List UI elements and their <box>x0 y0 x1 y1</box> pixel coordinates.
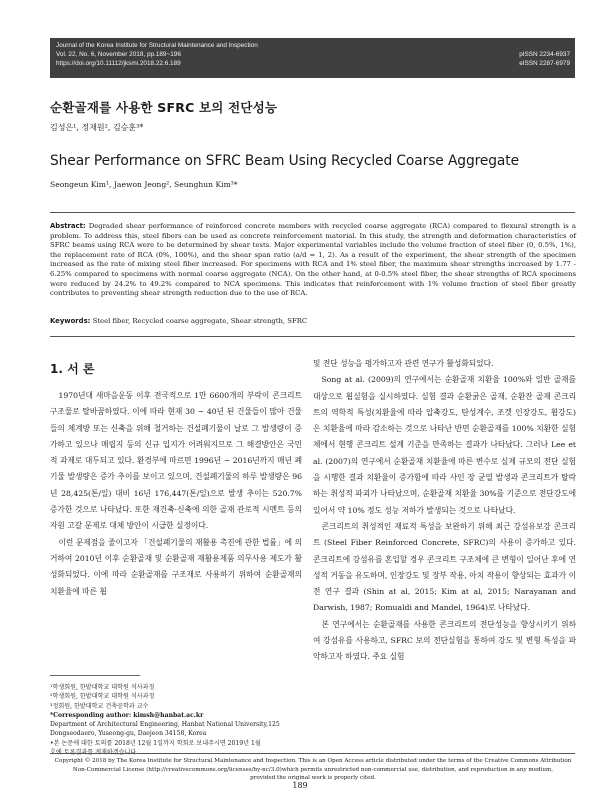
journal-doi[interactable]: https://doi.org/10.11112/jksmi.2018.22.6.189 <box>56 60 181 68</box>
copyright-line: provided the original work is properly cited. <box>250 775 376 781</box>
body-column-left <box>50 388 302 600</box>
issn-info <box>519 50 570 68</box>
footnotes <box>50 683 302 757</box>
footnote: Dongseodaero, Yuseong-gu, Daejeon 34158, Korea <box>50 730 207 738</box>
authors-korean: 김성은¹, 정재원², 김승훈³* <box>50 123 144 132</box>
footnote: ³정회원, 한밭대학교 건축공학과 교수 <box>50 702 149 710</box>
body-paragraph: 이런 문제점을 줄이고자 「건설폐기물의 재활용 촉진에 관한 법률」에 의거하여 2010년 이후 순환골재 및 순환골재 재활용제품 의무사용 제도가 활성화되었다. 이에 따라 순환골재를 구조재로 사용하기 위하여 순환골재의 치환율에 따른 휨 <box>50 537 302 596</box>
abstract-top-rule <box>50 212 575 213</box>
body-paragraph: 및 전단 성능을 평가하고자 관련 연구가 활성화되었다. <box>313 359 494 368</box>
pissn: pISSN 2234-6937 <box>519 51 570 58</box>
footnote: •본 논문에 대한 토의를 2018년 12월 1일까지 학회로 보내주시면 2019년 1월 <box>50 739 261 747</box>
footnote: ²학생회원, 한밭대학교 대학원 석사과정 <box>50 693 155 701</box>
journal-volume: Vol. 22, No. 6, November 2018, pp.189~196 <box>56 51 181 59</box>
journal-name: Journal of the Korea Institute for Structural Maintenance and Inspection <box>56 42 258 49</box>
abstract-bottom-rule <box>50 336 575 337</box>
keywords-text: Steel fiber, Recycled coarse aggregate, Shear strength, SFRC <box>90 317 308 325</box>
copyright-line: Non-Commercial License (http://creativecommons.org/licenses/by-nc/3.0)which permits unrestricted non-commercial use, distribution, and reproduction in any medium, <box>72 766 554 773</box>
body-paragraph: 콘크리트의 취성적인 재료적 특성을 보완하기 위해 최근 강섬유보강 콘크리트 (Steel Fiber Reinforced Concrete, SFRC)의 사용이 증가하고 있다. 콘크리트에 강섬유를 혼입할 경우 콘크리트 구조체에 큰 변형이 일어난 후에 연성적 거동을 유도하며, 인장강도 및 장부 작용, 아치 작용이 향상되는 효과가 이전 연구 결과 (Shin at al, 2015; Kim at al, 2015; Narayanan and Darwish, 1987; Romualdi and Mandel, 1964)로 나타났다. <box>313 521 576 613</box>
footnote: Department of Architectural Engineering, Hanbat National University,125 <box>50 721 280 729</box>
body-paragraph: 1970년대 새마을운동 이후 전국적으로 1만 6600개의 부락이 콘크리트 구조물로 탈바꿈하였다. 이에 따라 현재 30 ~ 40년 된 건물들이 많아 건물들의 체계방 또는 신축을 위해 철거하는 건설폐기물이 날로 그 발생량이 증가하고 있으나 매립지 등의 신규 입지가 어려워지므로 그 해결방안은 국민적 과제로 대두되고 있다. 환경부에 따르면 1996년 ~ 2016년까지 매년 폐기물 발생량은 증가 추이를 보이고 있으며, 건설폐기물의 하루 발생량은 96년 28,425(톤/일) 대비 16년 176,447(톤/일)으로 발생 추이는 520.7% 증가한 것으로 나타났다. 또한 재건축·신축에 의한 골재 관로적 시멘트 등의 자원 고갈 문제로 대체 방안이 시급한 실정이다. <box>50 391 302 531</box>
footnote: *Corresponding author: kimsh@hanbat.ac.kr <box>50 711 204 719</box>
copyright-line: Copyright © 2018 by The Korea Institute for Structural Maintenance and Inspection. This is an Open Access article distributed under the terms of the Creative Commons Attribution <box>54 758 572 764</box>
eissn: eISSN 2287-6979 <box>519 60 570 68</box>
copyright-rule <box>50 753 575 754</box>
abstract <box>50 222 576 299</box>
keywords <box>50 317 576 325</box>
title-korean: 순환골재를 사용한 SFRC 보의 전단성능 <box>50 100 278 115</box>
body-paragraph: Song at al. (2009)의 연구에서는 순환골재 치환율 100%와 일반 골재를 대상으로 휨실험을 실시하였다. 실험 결과 순환굵은 골재, 순환잔 골재 콘크리트의 역학적 특성(치환율에 따라 압축강도, 탄성계수, 조겟 인장강도, 휨강도)은 치환율에 따라 감소하는 것으로 나타난 반면 순환골재를 100% 치환한 실험체에서 현행 콘크리트 설계 기준을 만족하는 결과가 나타났다. 그러나 Lee et al. (2007)의 연구에서 순환골재 치환율에 따른 변수로 실제 규모의 전단 실험을 시행한 결과 치환율이 증가함에 따라 사인 장 균열 발생과 콘크리트가 탈락하는 취성적 파괴가 나타났으며, 순환골재 치환율 30%를 기준으로 전단강도에 있어서 약 10% 정도 성능 저하가 발생되는 것으로 나타났다. <box>313 375 576 515</box>
body-paragraph: 본 연구에서는 순환골재를 사용한 콘크리트의 전단성능을 향상시키기 위하여 강섬유를 사용하고, SFRC 보의 전단실험을 통하여 강도 및 변형 특성을 파악하고자 하였다. 주요 실험 <box>313 619 576 662</box>
footnote: ¹학생회원, 한밭대학교 대학원 석사과정 <box>50 684 155 691</box>
authors-english: Seongeun Kim¹, Jaewon Jeong², Seunghun Kim³* <box>50 180 238 189</box>
journal-info <box>56 41 258 69</box>
footnote-rule <box>50 675 140 676</box>
page-number: 189 <box>292 781 308 790</box>
body-column-right <box>313 356 576 666</box>
abstract-text: Degraded shear performance of reinforced concrete members with recycled coarse aggregate (RCA) compared to flexural strength is a problem. To address this, steel fibers can be used as concrete reinforcement material. In this study, the strength and deformation characteristics of SFRC beams using RCA were to be determined by shear tests. Major experimental variables include the volume fraction of steel fiber (0, 0.5%, 1%), the replacement rate of RCA (0%, 100%), and the shear span ratio (a/d = 1, 2). As a result of the experiment, the shear strength of the specimen increased as the rate of mixing steel fiber increased. For specimens with RCA and 1% steel fiber, the maximum shear strengths increased by 1.77 - 6.25% compared to specimens with normal coarse aggregate (NCA). On the other hand, at 0-0.5% steel fiber, the shear strengths of RCA specimens were reduced by 24.2% to 49.2% compared to NCA specimens. This indicates that reinforcement with 1% volume fraction of steel fiber greatly contributes to preventing shear strength reduction due to the use of RCA. <box>50 222 576 298</box>
copyright-notice <box>50 757 576 783</box>
abstract-label: Abstract: <box>50 222 86 230</box>
keywords-label: Keywords: <box>50 317 91 325</box>
section-heading-introduction: 1. 서 론 <box>50 362 95 376</box>
title-english: Shear Performance on SFRC Beam Using Recycled Coarse Aggregate <box>50 153 519 169</box>
